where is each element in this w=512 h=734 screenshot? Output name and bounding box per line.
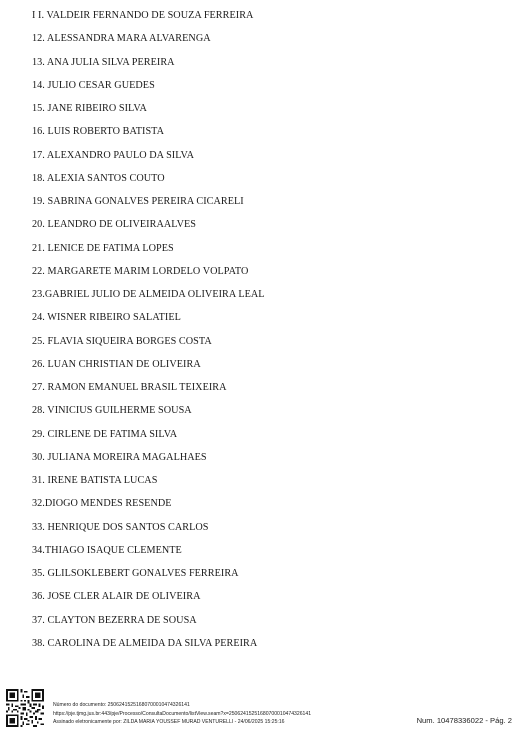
list-item: 32.DIOGO MENDES RESENDE <box>32 498 172 510</box>
list-item: 18. ALEXIA SANTOS COUTO <box>32 172 165 184</box>
list-item: 12. ALESSANDRA MARA ALVARENGA <box>32 33 211 45</box>
signature-line: Assinado eletronicamente por: ZILDA MARIA YOUSSEF MURAD VENTURELLI - 24/06/2025 15:25:16 <box>53 719 285 725</box>
list-item: 20. LEANDRO DE OLIVEIRAALVES <box>32 219 197 231</box>
document-number: Número do documento: 25062415251680700010474326141 <box>53 702 190 708</box>
list-item: 31. IRENE BATISTA LUCAS <box>32 475 158 486</box>
list-item: 37. CLAYTON BEZERRA DE SOUSA <box>32 614 197 626</box>
list-item: 34.THIAGO ISAQUE CLEMENTE <box>32 544 182 556</box>
list-item: 35. GLILSOKLEBERT GONALVES FERREIRA <box>32 568 239 579</box>
list-item: 24. WISNER RIBEIRO SALATIEL <box>32 312 181 324</box>
document-footer <box>0 684 512 734</box>
list-item: I I. VALDEIR FERNANDO DE SOUZA FERREIRA <box>32 10 254 21</box>
list-item: 30. JULIANA MOREIRA MAGALHAES <box>32 451 207 463</box>
list-item: 28. VINICIUS GUILHERME SOUSA <box>32 405 192 417</box>
signature-metadata <box>53 701 311 727</box>
list-item: 17. ALEXANDRO PAULO DA SILVA <box>32 149 195 161</box>
list-item: 33. HENRIQUE DOS SANTOS CARLOS <box>32 521 209 533</box>
list-item: 25. FLAVIA SIQUEIRA BORGES COSTA <box>32 335 212 347</box>
list-item: 36. JOSE CLER ALAIR DE OLIVEIRA <box>32 591 201 603</box>
name-list <box>32 7 265 658</box>
list-item: 29. CIRLENE DE FATIMA SILVA <box>32 428 178 440</box>
qr-code-icon <box>6 689 44 727</box>
list-item: 14. JULIO CESAR GUEDES <box>32 79 155 91</box>
page-number: Num. 10478336022 - Pág. 2 <box>416 716 512 725</box>
list-item: 13. ANA JULIA SILVA PEREIRA <box>32 56 175 68</box>
list-item: 16. LUIS ROBERTO BATISTA <box>32 126 165 138</box>
list-item: 23.GABRIEL JULIO DE ALMEIDA OLIVEIRA LEAL <box>32 289 265 300</box>
list-item: 26. LUAN CHRISTIAN DE OLIVEIRA <box>32 358 201 370</box>
list-item: 15. JANE RIBEIRO SILVA <box>32 103 147 114</box>
list-item: 27. RAMON EMANUEL BRASIL TEIXEIRA <box>32 382 227 393</box>
list-item: 21. LENICE DE FATIMA LOPES <box>32 242 174 254</box>
document-url[interactable]: https://pje.tjmg.jus.br:443/pje/Processo/ConsultaDocumento/listView.seam?x=25062415251680700010474326141 <box>53 710 312 717</box>
list-item: 38. CAROLINA DE ALMEIDA DA SILVA PEREIRA <box>32 637 258 649</box>
list-item: 19. SABRINA GONALVES PEREIRA CICARELI <box>32 196 244 207</box>
list-item: 22. MARGARETE MARIM LORDELO VOLPATO <box>32 265 249 277</box>
